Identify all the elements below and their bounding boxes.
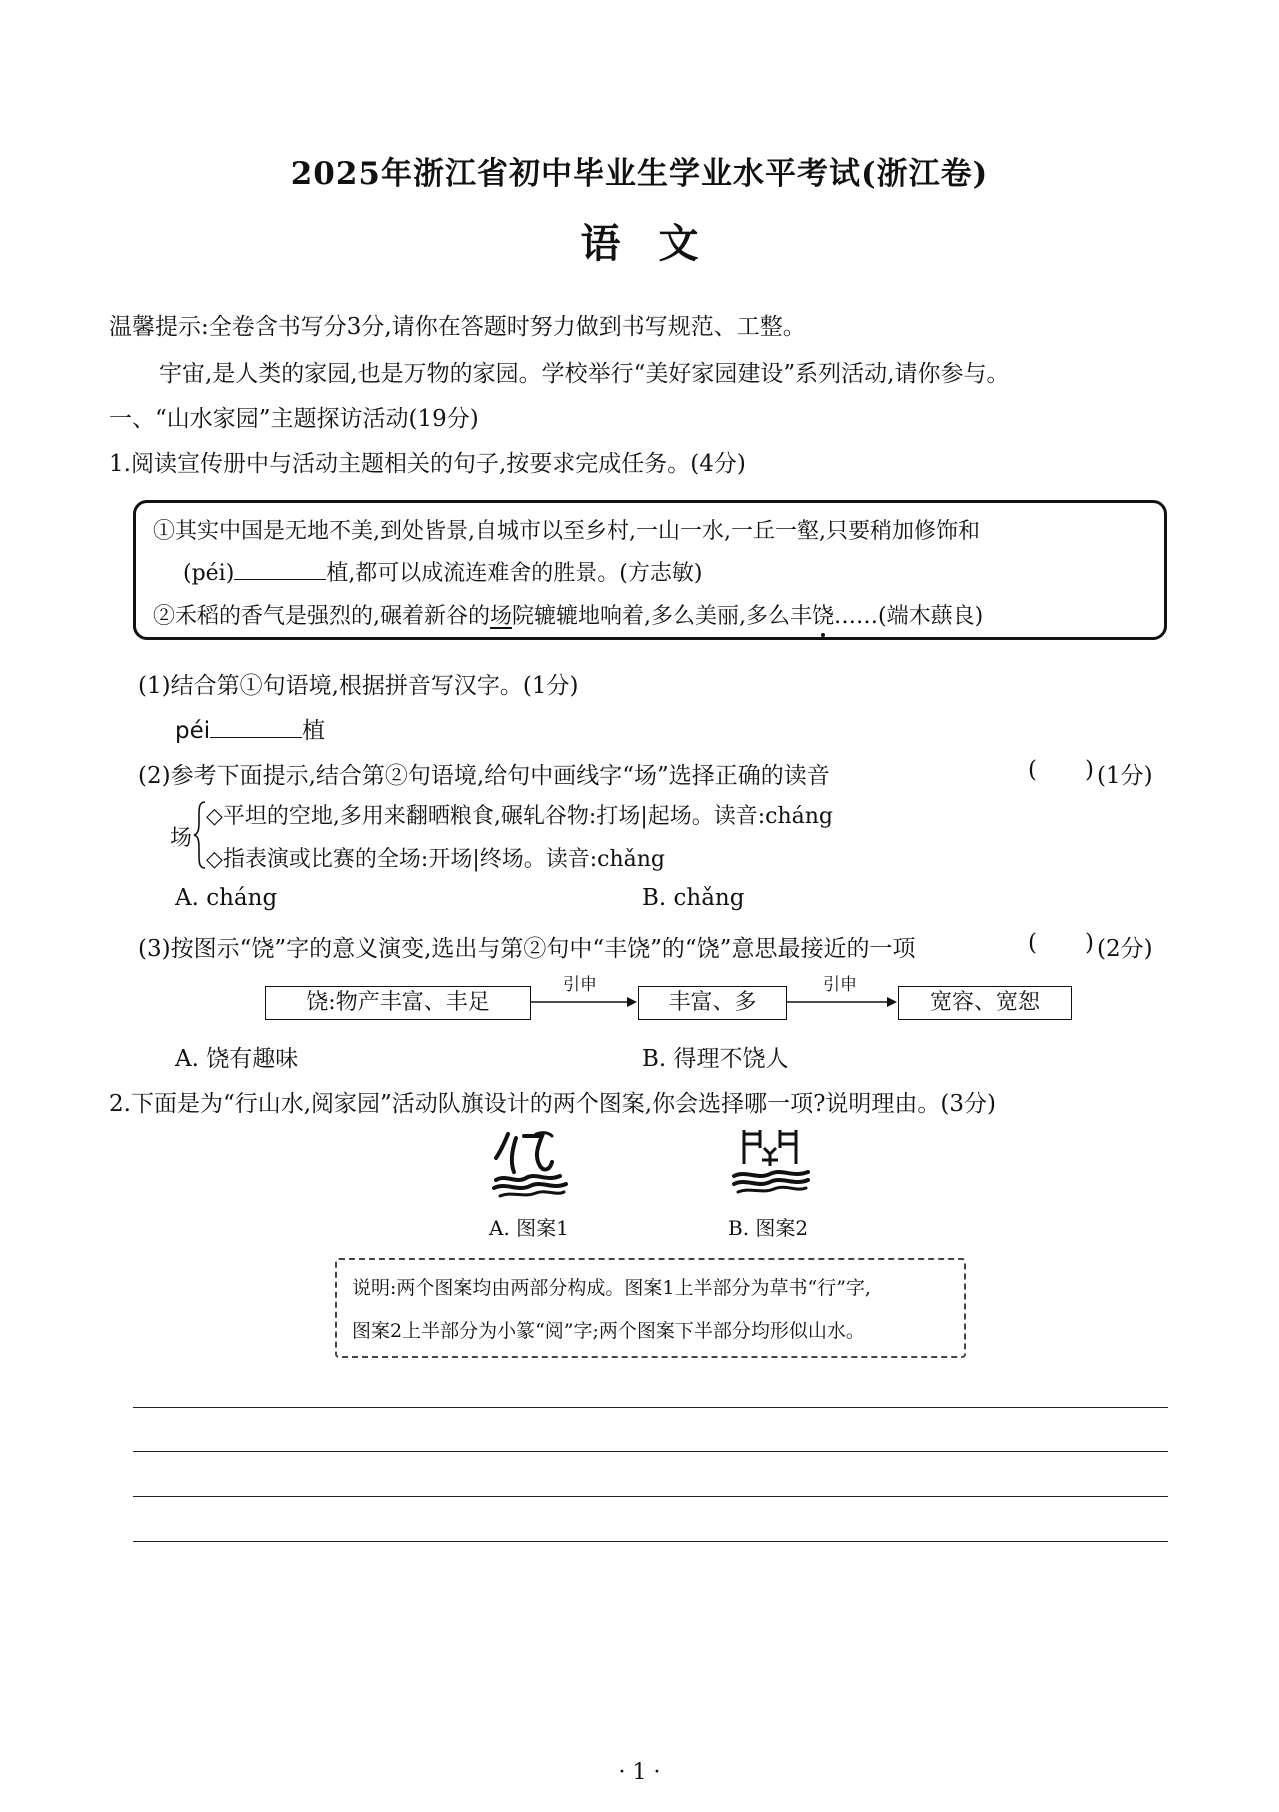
flow-box-1: 饶:物产丰富、丰足 bbox=[265, 986, 531, 1020]
pinyin-pei: (péi) bbox=[183, 561, 235, 586]
q1-sub2-paren-open[interactable]: ( bbox=[1028, 757, 1037, 783]
passage-s2-pre: ②禾稻的香气是强烈的,碾着新谷的 bbox=[153, 604, 490, 629]
passage-s2-mid: 院辘辘地响着,多么美丽,多么丰 bbox=[512, 604, 813, 629]
q1-sub3-paren-open[interactable]: ( bbox=[1028, 930, 1037, 956]
q1-stem: 1.阅读宣传册中与活动主题相关的句子,按要求完成任务。(4分) bbox=[109, 451, 746, 477]
answer-line-1[interactable] bbox=[133, 1407, 1168, 1408]
q1-sub2-paren-close[interactable]: ) bbox=[1085, 757, 1094, 783]
flow-box-2: 丰富、多 bbox=[638, 986, 787, 1020]
arrow-right-icon bbox=[531, 994, 638, 1010]
arrow-right-icon bbox=[787, 994, 898, 1010]
passage-line-2-rest: 植,都可以成流连难舍的胜景。(方志敏) bbox=[326, 561, 703, 586]
sub3-option-b[interactable]: B. 得理不饶人 bbox=[642, 1046, 789, 1072]
pattern-b-label[interactable]: B. 图案2 bbox=[728, 1216, 809, 1240]
q1-sub1-answer bbox=[175, 712, 325, 745]
brace-icon bbox=[193, 800, 207, 870]
flow-arrow-2-label: 引申 bbox=[823, 975, 857, 995]
q2-stem: 2.下面是为“行山水,阅家园”活动队旗设计的两个图案,你会选择哪一项?说明理由。(3分) bbox=[109, 1091, 996, 1117]
hint-char: 场 bbox=[170, 826, 193, 851]
pattern-a-emblem-icon[interactable] bbox=[490, 1128, 570, 1200]
hint-line-1: ◇平坦的空地,多用来翻晒粮食,碾轧谷物:打场|起场。读音:cháng bbox=[206, 804, 834, 829]
sub2-option-a[interactable]: A. cháng bbox=[175, 885, 278, 911]
sub3-option-a[interactable]: A. 饶有趣味 bbox=[175, 1046, 299, 1072]
answer-line-2[interactable] bbox=[133, 1451, 1168, 1452]
q1-sub3-stem: (3)按图示“饶”字的意义演变,选出与第②句中“丰饶”的“饶”意思最接近的一项 bbox=[138, 936, 916, 962]
passage-blank bbox=[234, 579, 326, 580]
q1-sub1-stem: (1)结合第①句语境,根据拼音写汉字。(1分) bbox=[138, 673, 579, 699]
passage-s2-post: ……(端木蕻良) bbox=[834, 604, 984, 629]
flow-box-3: 宽容、宽恕 bbox=[898, 986, 1072, 1020]
lead-text: 宇宙,是人类的家园,也是万物的家园。学校举行“美好家园建设”系列活动,请你参与。 bbox=[159, 361, 1010, 387]
hint-line-2: ◇指表演或比赛的全场:开场|终场。读音:chǎng bbox=[206, 847, 666, 872]
sub1-answer-blank[interactable] bbox=[210, 737, 302, 738]
q1-sub3-score: (2分) bbox=[1097, 936, 1153, 962]
dotted-char-rao: 饶 bbox=[812, 604, 835, 629]
underlined-char-chang: 场 bbox=[490, 604, 513, 629]
pattern-a-label[interactable]: A. 图案1 bbox=[489, 1216, 569, 1240]
section-heading: 一、“山水家园”主题探访活动(19分) bbox=[109, 406, 479, 432]
explanation-line-1: 说明:两个图案均由两部分构成。图案1上半部分为草书“行”字, bbox=[352, 1277, 871, 1299]
passage-sentence-2 bbox=[153, 599, 983, 630]
sub1-suffix: 植 bbox=[302, 718, 326, 744]
q1-sub3-paren-close[interactable]: ) bbox=[1085, 930, 1094, 956]
q1-sub2-score: (1分) bbox=[1097, 763, 1153, 789]
passage-sentence-1-line-1: ①其实中国是无地不美,到处皆景,自城市以至乡村,一山一水,一丘一壑,只要稍加修饰和 bbox=[153, 519, 980, 544]
answer-line-4[interactable] bbox=[133, 1541, 1168, 1542]
page-number: · 1 · bbox=[618, 1760, 661, 1785]
subject-title: 语文 bbox=[580, 220, 737, 267]
flow-arrow-1-label: 引申 bbox=[563, 975, 597, 995]
answer-line-3[interactable] bbox=[133, 1496, 1168, 1497]
sub1-pinyin: péi bbox=[175, 718, 211, 744]
exam-title: 2025年浙江省初中毕业生学业水平考试(浙江卷) bbox=[290, 156, 989, 192]
passage-sentence-1-line-2 bbox=[183, 556, 702, 587]
pattern-b-emblem-icon[interactable] bbox=[730, 1126, 812, 1200]
explanation-line-2: 图案2上半部分为小篆“阅”字;两个图案下半部分均形似山水。 bbox=[352, 1320, 865, 1342]
tip-text: 温馨提示:全卷含书写分3分,请你在答题时努力做到书写规范、工整。 bbox=[109, 314, 806, 340]
sub2-option-b[interactable]: B. chǎng bbox=[642, 885, 745, 911]
q1-sub2-stem: (2)参考下面提示,结合第②句语境,给句中画线字“场”选择正确的读音 bbox=[138, 763, 830, 789]
